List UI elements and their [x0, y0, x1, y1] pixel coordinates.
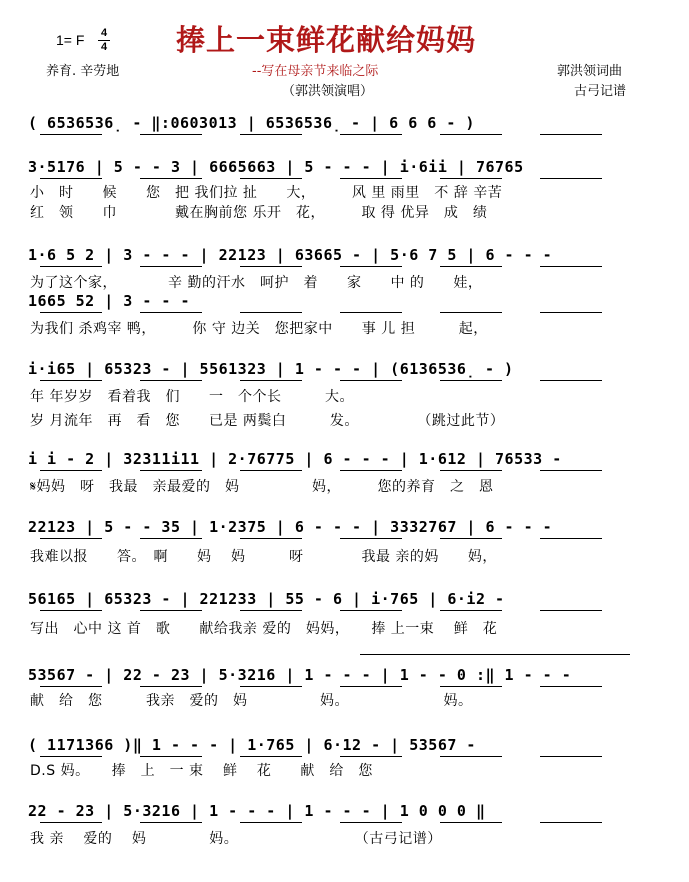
page-title: 捧上一束鲜花献给妈妈	[176, 23, 477, 57]
beam-line	[440, 470, 502, 471]
beam-line	[540, 134, 602, 135]
credit-notation: 古弓记谱	[574, 84, 627, 99]
notation-line: i i - 2 | 32311i11 | 2·76775 | 6 - - - | 1·612 | 76533 -	[28, 450, 562, 468]
lyric-line: 𝄋妈妈 呀 我最 亲最爱的 妈 妈， 您的养育 之 恩	[30, 479, 494, 495]
beam-line	[140, 178, 202, 179]
beam-line	[40, 686, 102, 687]
beam-line	[240, 756, 302, 757]
beam-line	[140, 380, 202, 381]
beam-line	[240, 470, 302, 471]
beam-line	[340, 178, 402, 179]
lyric-line: 献 给 您 我亲 爱的 妈 妈。 妈。	[30, 693, 473, 709]
beam-line	[440, 538, 502, 539]
beam-line	[440, 312, 502, 313]
beam-line	[140, 266, 202, 267]
beam-line	[140, 610, 202, 611]
beam-line	[240, 380, 302, 381]
lyric-line: D.S 妈。 捧 上 一 束 鲜 花 献 给 您	[30, 763, 373, 779]
time-top: 4	[100, 27, 108, 39]
beam-line	[440, 822, 502, 823]
score-row	[28, 244, 654, 268]
beam-line	[40, 822, 102, 823]
notation-line: 3·5176 | 5 - - 3 | 6665663 | 5 - - - | i·6ii | 76765	[28, 158, 524, 176]
beam-line	[40, 610, 102, 611]
beam-line	[240, 312, 302, 313]
beam-line	[40, 134, 102, 135]
score-row	[28, 664, 654, 688]
beam-line	[540, 178, 602, 179]
beam-line	[340, 610, 402, 611]
credit-lyrics-music: 郭洪领词曲	[557, 64, 623, 79]
beam-line	[440, 686, 502, 687]
beam-line	[40, 266, 102, 267]
beam-line	[140, 538, 202, 539]
score-row	[28, 112, 654, 136]
key-signature: 1= F	[56, 32, 85, 48]
beam-line	[340, 134, 402, 135]
beam-line	[340, 756, 402, 757]
notation-line: 1·6 5 2 | 3 - - - | 22123 | 63665 - | 5·6 7 5 | 6 - - -	[28, 246, 553, 264]
beam-line	[340, 312, 402, 313]
lyric-line: 我 亲 爱的 妈 妈。 （古弓记谱）	[30, 831, 442, 847]
beam-line	[140, 312, 202, 313]
score-row	[28, 734, 654, 758]
notation-line: ( 1171366 )‖ 1 - - - | 1·765 | 6·12 - | 53567 -	[28, 736, 476, 754]
beam-line	[540, 686, 602, 687]
beam-line	[240, 686, 302, 687]
performance-note: 养育. 辛劳地	[46, 64, 120, 79]
score-row	[28, 358, 654, 382]
score-row	[28, 516, 654, 540]
notation-line: i·i65 | 65323 - | 5561323 | 1 - - - | (6136536̣ - )	[28, 360, 514, 378]
beam-line	[40, 312, 102, 313]
beam-line	[340, 380, 402, 381]
beam-line	[140, 756, 202, 757]
beam-line	[540, 610, 602, 611]
time-bottom: 4	[100, 41, 108, 53]
score-row	[28, 156, 654, 180]
beam-line	[540, 266, 602, 267]
beam-line	[340, 266, 402, 267]
beam-line	[40, 470, 102, 471]
notation-line: 53567 - | 22 - 23 | 5·3216 | 1 - - - | 1 - - 0 :‖ 1 - - -	[28, 666, 572, 684]
beam-line	[440, 134, 502, 135]
beam-line	[240, 822, 302, 823]
beam-line	[140, 470, 202, 471]
beam-line	[540, 756, 602, 757]
lyric-line: 为了这个家， 辛 勤的汗水 呵护 着 家 中 的 娃，	[30, 275, 483, 291]
beam-line	[140, 134, 202, 135]
beam-line	[240, 538, 302, 539]
beam-line	[440, 380, 502, 381]
beam-line	[440, 266, 502, 267]
lyric-line: 年 年岁岁 看着我 们 一 个个长 大。	[30, 389, 354, 405]
beam-line	[540, 470, 602, 471]
score-row	[28, 800, 654, 824]
beam-line	[40, 538, 102, 539]
notation-line: 1665 52 | 3 - - -	[28, 292, 191, 310]
beam-line	[540, 822, 602, 823]
beam-line	[140, 822, 202, 823]
beam-line	[440, 178, 502, 179]
beam-line	[540, 538, 602, 539]
score-row	[28, 290, 654, 314]
beam-line	[440, 610, 502, 611]
lyric-line: 为我们 杀鸡宰 鸭， 你 守 边关 您把家中 事 儿 担 起，	[30, 321, 488, 337]
beam-line	[40, 178, 102, 179]
lyric-line: 红 领 巾 戴在胸前您 乐开 花， 取 得 优异 成 绩	[30, 205, 488, 221]
score-row	[28, 448, 654, 472]
beam-line	[540, 380, 602, 381]
lyric-line: 岁 月流年 再 看 您 已是 两鬓白 发。 （跳过此节）	[30, 413, 505, 429]
beam-line	[240, 610, 302, 611]
beam-line	[40, 756, 102, 757]
beam-line	[540, 312, 602, 313]
volta-bracket	[360, 654, 630, 655]
beam-line	[40, 380, 102, 381]
lyric-line: 写出 心中 这 首 歌 献给我亲 爱的 妈妈， 捧 上一束 鲜 花	[30, 621, 498, 637]
notation-line: ( 6536536̣ - ‖:0603013 | 6536536̣ - | 6 6 6 - )	[28, 114, 475, 132]
notation-line: 22123 | 5 - - 35 | 1·2375 | 6 - - - | 3332767 | 6 - - -	[28, 518, 553, 536]
beam-line	[240, 266, 302, 267]
beam-line	[240, 178, 302, 179]
notation-line: 22 - 23 | 5·3216 | 1 - - - | 1 - - - | 1 0 0 0 ‖	[28, 802, 486, 820]
beam-line	[340, 538, 402, 539]
notation-line: 56165 | 65323 - | 221233 | 55 - 6 | i·765 | 6·i2 -	[28, 590, 505, 608]
time-signature	[98, 28, 110, 53]
beam-line	[140, 686, 202, 687]
beam-line	[340, 686, 402, 687]
beam-line	[340, 822, 402, 823]
lyric-line: 我难以报 答。 啊 妈 妈 呀 我最 亲的妈 妈，	[30, 549, 497, 565]
beam-line	[440, 756, 502, 757]
score-row	[28, 588, 654, 612]
singer: （郭洪领演唱）	[282, 84, 374, 99]
beam-line	[340, 470, 402, 471]
lyric-line: 小 时 候 您 把 我们拉 扯 大， 风 里 雨里 不 辞 辛苦	[30, 185, 503, 201]
subtitle: --写在母亲节来临之际	[252, 64, 379, 79]
beam-line	[240, 134, 302, 135]
